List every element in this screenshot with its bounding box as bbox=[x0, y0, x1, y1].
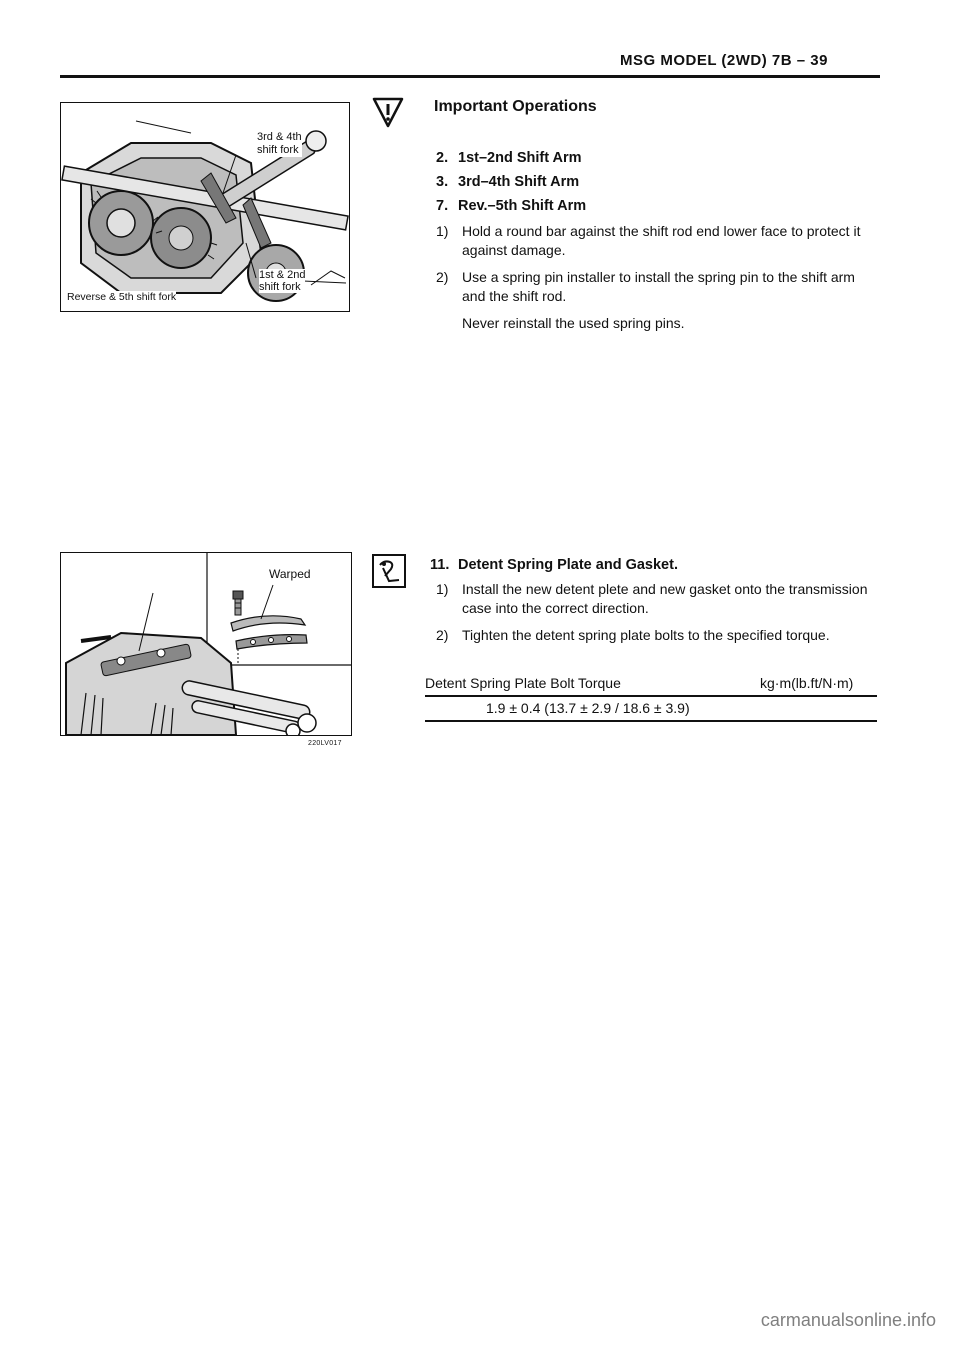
step-text: Use a spring pin installer to install the spring pin to the shift arm and the shift rod. bbox=[462, 269, 855, 304]
item-label: Rev.–5th Shift Arm bbox=[458, 198, 587, 214]
torque-label: Detent Spring Plate Bolt Torque bbox=[425, 675, 621, 691]
item-number: 3. bbox=[436, 174, 449, 190]
torque-value: 1.9 ± 0.4 (13.7 ± 2.9 / 18.6 ± 3.9) bbox=[486, 700, 690, 716]
step-number: 1) bbox=[436, 223, 449, 239]
label-3rd-4th-shift-fork: 3rd & 4th shift fork bbox=[257, 131, 302, 156]
label-reverse-5th-shift-fork: Reverse & 5th shift fork bbox=[67, 291, 177, 303]
tighten-torque-icon bbox=[372, 554, 406, 588]
item-rev-5th-shift-arm bbox=[436, 198, 586, 214]
step-text: Hold a round bar against the shift rod end lower face to protect it against damage. bbox=[462, 223, 861, 258]
shift-forks-illustration bbox=[61, 103, 349, 311]
item-label: 1st–2nd Shift Arm bbox=[458, 150, 582, 166]
item-label: Detent Spring Plate and Gasket. bbox=[458, 557, 678, 573]
note-text: Never reinstall the used spring pins. bbox=[462, 315, 685, 331]
step-install-detent bbox=[436, 580, 876, 618]
step-number: 1) bbox=[436, 581, 449, 597]
step-tighten-bolts bbox=[436, 626, 876, 645]
label-warped: Warped bbox=[269, 567, 311, 581]
item-label: 3rd–4th Shift Arm bbox=[458, 174, 580, 190]
step-number: 2) bbox=[436, 627, 449, 643]
item-number: 7. bbox=[436, 198, 449, 214]
item-detent-spring-plate bbox=[430, 557, 678, 573]
item-3rd-4th-shift-arm bbox=[436, 174, 579, 190]
item-1st-2nd-shift-arm bbox=[436, 150, 582, 166]
figure-shift-forks bbox=[60, 102, 350, 312]
step-text: Install the new detent plete and new gasket onto the transmission case into the correct direction. bbox=[462, 581, 868, 616]
step-number: 2) bbox=[436, 269, 449, 285]
item-number: 2. bbox=[436, 150, 449, 166]
section-title-important-operations: Important Operations bbox=[434, 98, 597, 115]
torque-rule-top bbox=[425, 695, 877, 697]
label-1st-2nd-shift-fork: 1st & 2nd shift fork bbox=[259, 269, 306, 293]
item-number: 11. bbox=[430, 557, 450, 573]
figure-code: 220LV017 bbox=[308, 740, 342, 747]
important-warning-icon bbox=[372, 96, 404, 128]
step-1 bbox=[436, 222, 876, 260]
step-2 bbox=[436, 268, 876, 306]
step-text: Tighten the detent spring plate bolts to the specified torque. bbox=[462, 627, 830, 643]
site-watermark[interactable]: carmanualsonline.info bbox=[760, 1310, 936, 1330]
header-rule bbox=[60, 75, 880, 78]
torque-units: kg·m(lb.ft/N·m) bbox=[760, 675, 854, 691]
figure-detent-spring-plate bbox=[60, 552, 352, 736]
page-header: MSG MODEL (2WD) 7B – 39 bbox=[620, 52, 828, 69]
torque-rule-bottom bbox=[425, 720, 877, 722]
